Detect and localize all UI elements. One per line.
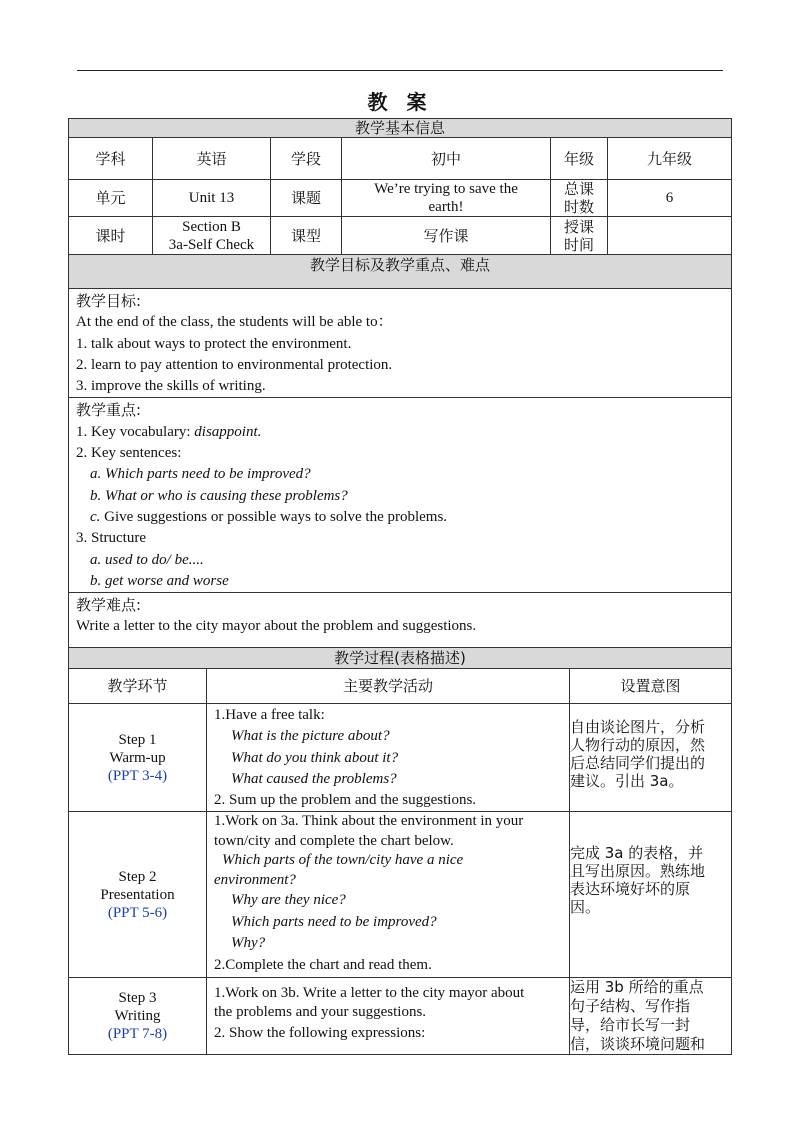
subject-value: 英语	[153, 138, 271, 180]
total-hours-value: 6	[608, 180, 732, 217]
objectives-section	[69, 289, 732, 398]
process-table	[68, 647, 732, 1055]
teaching-time-value	[608, 217, 732, 255]
ppt-ref: (PPT 3-4)	[107, 767, 168, 784]
objective-item: 2. learn to pay attention to environmental protection.	[76, 356, 393, 373]
key-points-title: 教学重点:	[76, 401, 142, 420]
subject-label: 学科	[69, 138, 153, 180]
header-rule	[77, 70, 723, 71]
teaching-time-label: 授课 时间	[551, 217, 608, 255]
topic-line-1: We’re trying to save the	[374, 181, 518, 197]
key-sentences-title: 2. Key sentences:	[76, 445, 182, 462]
question-cont: environment?	[214, 871, 296, 888]
stage-value: 初中	[342, 138, 551, 180]
key-vocabulary: 1. Key vocabulary: disappoint.	[76, 423, 262, 440]
structure-a: a. used to do/ be....	[90, 551, 204, 568]
question: Which parts need to be improved?	[231, 913, 437, 930]
step-1-activities: 1.Have a free talk: What is the picture about? What do you think about it? What caused the problems? 2. Sum up the problem and the suggestions.	[207, 704, 570, 812]
process-header: 教学过程(表格描述)	[69, 648, 732, 669]
lesson-type-value: 写作课	[342, 217, 551, 255]
objective-item: 1. talk about ways to protect the environment.	[76, 335, 352, 352]
unit-label: 单元	[69, 180, 153, 217]
objectives-title: 教学目标:	[76, 292, 142, 310]
question: Why are they nice?	[231, 892, 346, 909]
step-label: Step 3	[118, 990, 157, 1007]
question: What is the picture about?	[231, 728, 390, 745]
ppt-ref: (PPT 5-6)	[107, 904, 168, 921]
step-2-purpose: 完成 3a 的表格，并 且写出原因。熟练地 表达环境好坏的原 因。	[570, 812, 732, 978]
col-header-stage: 教学环节	[69, 669, 207, 704]
vocab-word: disappoint.	[194, 423, 262, 440]
period-line-1: Section B	[182, 218, 241, 235]
structure-title: 3. Structure	[76, 530, 146, 547]
col-header-activities: 主要教学活动	[207, 669, 570, 704]
key-sentence-c: c. Give suggestions or possible ways to solve the problems.	[90, 508, 448, 525]
page-title: 教 案	[367, 90, 433, 114]
step-name: Writing	[114, 1008, 161, 1025]
grade-value: 九年级	[608, 138, 732, 180]
step-name: Presentation	[100, 886, 175, 903]
period-label: 课时	[69, 217, 153, 255]
goals-header: 教学目标及教学重点、难点	[69, 255, 732, 289]
key-sentence-a: a. Which parts need to be improved?	[90, 466, 311, 483]
basic-info-header: 教学基本信息	[69, 119, 732, 138]
unit-value: Unit 13	[153, 180, 271, 217]
structure-b: b. get worse and worse	[90, 572, 229, 589]
step-3-purpose: 运用 3b 所给的重点 句子结构、写作指 导，给市长写一封 信，谈谈环境问题和	[570, 978, 732, 1055]
period-line-2: 3a-Self Check	[168, 236, 255, 253]
key-points-section	[69, 398, 732, 593]
difficulty-text: Write a letter to the city mayor about the problem and suggestions.	[76, 618, 477, 635]
step-3-cell	[69, 978, 207, 1055]
topic-value	[342, 180, 551, 217]
question: Why?	[231, 935, 266, 952]
lesson-type-label: 课型	[271, 217, 342, 255]
total-hours-label: 总课 时数	[551, 180, 608, 217]
step-1-purpose: 自由谈论图片，分析 人物行动的原因，然 后总结同学们提出的 建议。引出 3a。	[570, 704, 732, 812]
topic-label: 课题	[271, 180, 342, 217]
step-label: Step 1	[118, 731, 157, 748]
period-value	[153, 217, 271, 255]
step-2-activities: 1.Work on 3a. Think about the environment in your town/city and complete the chart below. Which parts of the town/city have a nice environment? Why are they nice? Which parts need to be improved? Why? 2.Complete the chart and read them.	[207, 812, 570, 978]
step-3-activities: 1.Work on 3b. Write a letter to the city mayor about the problems and your suggestions. 2. Show the following expressions:	[207, 978, 570, 1055]
step-2-cell	[69, 812, 207, 978]
question: Which parts of the town/city have a nice	[222, 852, 464, 869]
step-label: Step 2	[118, 868, 157, 885]
question: What do you think about it?	[231, 749, 399, 766]
grade-label: 年级	[551, 138, 608, 180]
stage-label: 学段	[271, 138, 342, 180]
objectives-intro: At the end of the class, the students will be able to：	[76, 314, 393, 331]
step-name: Warm-up	[109, 749, 166, 766]
question: What caused the problems?	[231, 770, 397, 787]
difficulty-title: 教学难点:	[76, 596, 142, 615]
topic-line-2: earth!	[428, 199, 464, 215]
ppt-ref: (PPT 7-8)	[107, 1026, 168, 1043]
objective-item: 3. improve the skills of writing.	[76, 378, 266, 395]
step-1-cell	[69, 704, 207, 812]
key-sentence-b: b. What or who is causing these problems?	[90, 487, 348, 504]
basic-info-table	[68, 118, 732, 662]
col-header-purpose: 设置意图	[570, 669, 732, 704]
